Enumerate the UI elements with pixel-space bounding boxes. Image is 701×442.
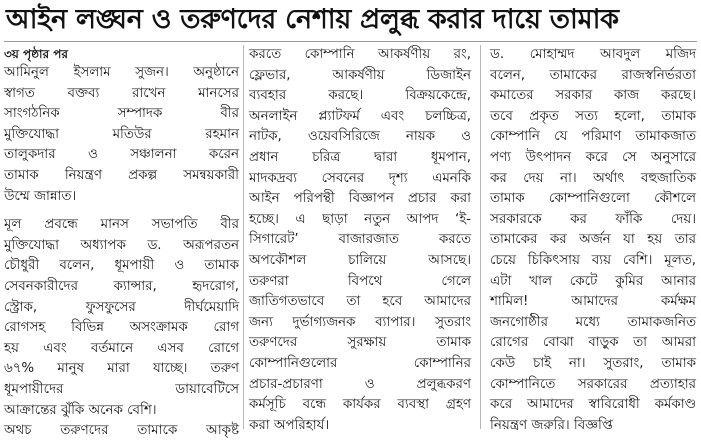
article-text-line: ধূমপায়ীদের ডায়াবেটিসে: [4, 381, 239, 397]
article-text-line: তবে প্রকৃত সত্য হলো, তামাক: [490, 108, 696, 124]
article-text-line: মূল প্রবন্ধে মানস সভাপতি বীর: [4, 217, 239, 233]
article-text-line: তালুকদার ও সঞ্চালনা করেন: [4, 147, 239, 163]
article-text-line: জনগোষ্ঠীর মধ্যে তামাকজনিত: [490, 314, 696, 330]
article-text-line: জন্য দুর্ভাগ্যজনক ব্যাপার। সুতরাং: [249, 314, 471, 330]
article-text-line: বলেন, তামাকের রাজস্বনির্ভরতা: [490, 67, 696, 83]
article-text-line: তামাক নিয়ন্ত্রণ প্রকল্প সমন্বয়কারী: [4, 167, 239, 183]
article-text-line: তামাকের কর অর্জন যা হয় তার: [490, 232, 696, 248]
article-text-line: স্বাগত বক্তব্য রাখেন মানসের: [4, 85, 239, 101]
article-text-line: মুক্তিযোদ্ধা অধ্যাপক ড. অরূপরতন: [4, 237, 239, 253]
article-text-line: নাটক, ওয়েবসিরিজে নায়ক ও: [249, 129, 471, 145]
article-text-line: আক্রান্তের ঝুঁকি অনেক বেশি।: [4, 402, 157, 418]
article-text-line: ফ্লেভার, আকর্ষণীয় ডিজাইন: [249, 67, 471, 83]
article-text-line: সাংগঠনিক সম্পাদক বীর: [4, 106, 239, 122]
article-text-line: মুক্তিযোদ্ধা মতিউর রহমান: [4, 126, 239, 142]
article-text-line: কর দেয় না। অর্থাৎ বহুজাতিক: [490, 170, 696, 186]
article-text-line: সরকারকে কর ফাঁকি দেয়।: [490, 211, 696, 227]
article-text-line: প্রধান চরিত্র দ্বারা ধূমপান,: [249, 149, 471, 165]
continuation-reference: ৩য় পৃষ্ঠার পর: [4, 47, 69, 61]
article-column-3: [490, 45, 696, 433]
article-text-line: ড. মোহাম্মদ আবদুল মজিদ: [490, 47, 696, 62]
article-text-line: শামিল! আমাদের কর্মক্ষম: [490, 294, 696, 310]
article-text-line: অপকৌশল চালিয়ে আসছে।: [249, 252, 471, 268]
article-text-line: জাতিগতভাবে তা হবে আমাদের: [249, 294, 471, 310]
article-column-1: [4, 45, 239, 439]
article-text-line: কোম্পানিতে সরকারের প্রত্যাহার: [490, 376, 696, 392]
article-text-line: ব্যবহার করছে। বিক্রয়কেন্দ্রে,: [249, 88, 471, 104]
article-text-line: এটা খাল কেটে কুমির আনার: [490, 273, 696, 289]
article-text-line: কমাতের সরকার কাজ করছে।: [490, 88, 696, 104]
article-text-line: হচ্ছে। এ ছাড়া নতুন আপদ ‘ই-: [249, 211, 471, 227]
article-text-line: কোম্পানিগুলোর কোম্পানির: [249, 355, 471, 371]
article-text-line: আইন পরিপন্থী বিজ্ঞাপন প্রচার করা: [249, 191, 471, 207]
article-text-line: কর্মসূচি বন্ধে কার্যকর ব্যবস্থা গ্রহণ: [249, 397, 471, 413]
article-text-line: করতে কোম্পানি আকর্ষণীয় রং,: [249, 47, 471, 62]
article-text-line: করে আমাদের স্বাবিরোধী কর্মকাণ্ড: [490, 397, 696, 413]
headline-divider: [4, 41, 697, 42]
article-text-line: নিয়ন্ত্রণ জরুরি। বিজ্ঞপ্তি: [490, 417, 613, 433]
article-text-line: পণ্য উৎপাদন করে সে অনুসারে: [490, 149, 696, 165]
article-text-line: তামাক কোম্পানিগুলো কৌশলে: [490, 191, 696, 207]
article-text-line: সেবনকারীদের ক্যান্সার, হৃদরোগ,: [4, 278, 239, 294]
article-text-line: কোম্পানি যে পরিমাণ তামাকজাত: [490, 129, 696, 145]
article-text-line: উম্মে জান্নাত।: [4, 188, 77, 204]
article-text-line: তরুণদের সুরক্ষায় তামাক: [249, 335, 471, 351]
article-text-line: প্রচার-প্রচারণা ও প্রলুব্ধকরণ: [249, 376, 471, 392]
article-text-line: সিগারেট’ বাজারজাত করতে: [249, 232, 471, 248]
article-text-line: মাদকদ্রব্য সেবনের দৃশ্য এমনকি: [249, 170, 471, 186]
column-divider-1: [243, 45, 244, 429]
article-text-line: রোগসহ বিভিন্ন অসংক্রামক রোগ: [4, 320, 239, 336]
article-text-line: কেউ চাই না। সুতরাং, তামাক: [490, 355, 696, 371]
article-text-line: তরুণরা বিপথে গেলে: [249, 273, 471, 289]
article-text-line: অথচ তরুণদের তামাকে আকৃষ্ট: [4, 423, 239, 439]
article-text-line: চেয়ে চিকিৎসায় ব্যয় বেশি। মূলত,: [490, 252, 696, 268]
article-text-line: চৌধুরী বলেন, ধূমপায়ী ও তামাক: [4, 258, 239, 274]
article-text-line: ৬৭% মানুষ মারা যাচ্ছে। তরুণ: [4, 361, 239, 377]
article-text-line: হয় এবং বর্তমানে এসব রোগে: [4, 340, 239, 356]
article-text-line: স্ট্রোক, ফুসফুসের দীর্ঘমেয়াদি: [4, 299, 239, 315]
article-column-2: [249, 45, 471, 433]
article-text-line: অনলাইন প্ল্যাটফর্ম এবং চলচ্চিত্র,: [249, 108, 471, 124]
article-headline: আইন লঙ্ঘন ও তরুণদের নেশায় প্রলুব্ধ করার দায়ে তামাক: [6, 4, 619, 35]
article-text-line: আমিনুল ইসলাম সুজন। অনুষ্ঠানে: [4, 65, 239, 80]
article-text-line: রোগের বোঝা বাড়ুক তা আমরা: [490, 335, 696, 351]
article-text-line: করা অপরিহার্য।: [249, 417, 330, 433]
column-divider-2: [480, 45, 481, 429]
